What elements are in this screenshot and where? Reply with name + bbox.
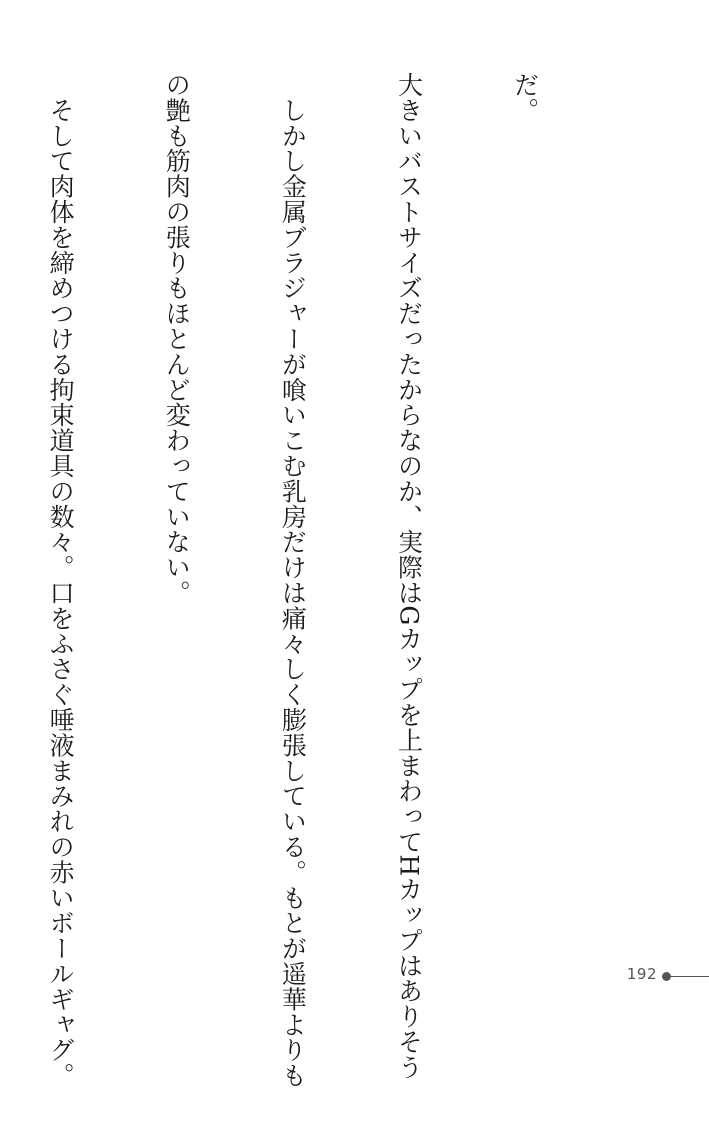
page-number: 192: [626, 965, 657, 983]
text-line: しかし金属ブラジャーが喰いこむ乳房だけは痛々しく膨張している。もとが遥華よりも: [278, 72, 308, 1088]
page-footer: [529, 961, 709, 991]
text-line: 大きいバストサイズだったからなのか、実際はGカップを上まわってHカップはありそう: [394, 72, 424, 1080]
vertical-text-body: [0, 72, 621, 1088]
text-line: そして肉体を締めつける拘束道具の数々。口をふさぐ唾液まみれの赤いボールギャグ。: [46, 72, 76, 1088]
text-line: の艶も筋肉の張りもほとんど変わっていない。: [162, 72, 192, 606]
page-marker-rule: [669, 976, 709, 977]
text-line: だ。: [510, 72, 540, 123]
